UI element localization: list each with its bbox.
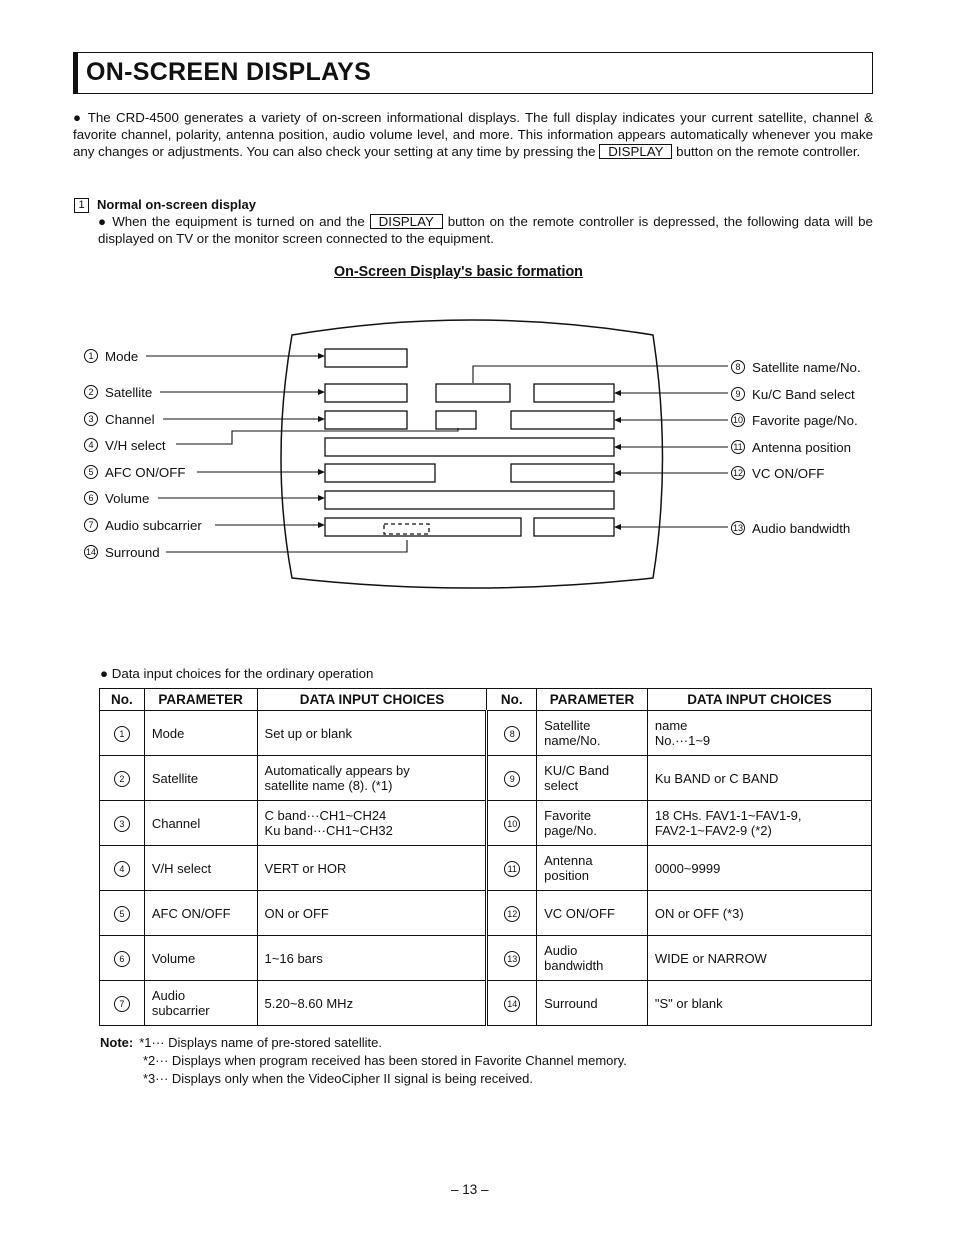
label-num: 12	[732, 468, 744, 478]
cell-choices	[647, 846, 871, 891]
cell-no-text: 1	[114, 726, 130, 742]
diagram-title: On-Screen Display's basic formation	[334, 264, 583, 280]
cell-no	[487, 756, 537, 801]
cell-no	[487, 981, 537, 1026]
label-audio-subcarrier: Audio subcarrier	[105, 518, 202, 533]
cell-no-text: 12	[504, 906, 520, 922]
note-label: Note:	[100, 1035, 134, 1050]
label-favorite: Favorite page/No.	[752, 413, 858, 428]
cell-parameter	[144, 846, 257, 891]
table-row	[100, 756, 872, 801]
label-band-select: Ku/C Band select	[752, 387, 855, 402]
cell-parameter	[537, 981, 648, 1026]
cell-choices-text: VERT or HOR	[264, 860, 347, 876]
cell-parameter	[144, 756, 257, 801]
bullet: ●	[73, 110, 83, 125]
cell-no-text: 5	[114, 906, 130, 922]
table-row	[100, 981, 872, 1026]
table-row	[100, 891, 872, 936]
data-table	[99, 688, 872, 1026]
label-num: 5	[88, 467, 94, 477]
cell-choices-text: Ku BAND or C BAND	[654, 770, 779, 786]
cell-no	[487, 801, 537, 846]
cell-parameter-text: Satellite name/No.	[544, 718, 601, 748]
table-row	[100, 936, 872, 981]
cell-parameter	[144, 891, 257, 936]
notes	[100, 1034, 627, 1088]
cell-parameter	[537, 756, 648, 801]
header-no: No.	[100, 689, 145, 711]
cell-choices-text: 18 CHs. FAV1-1~FAV1-9, FAV2-1~FAV2-9 (*2)	[654, 808, 802, 838]
section-text: When the equipment is turned on and the	[112, 214, 365, 229]
cell-choices-text: ON or OFF	[264, 905, 329, 921]
cell-parameter	[144, 936, 257, 981]
cell-no	[100, 936, 145, 981]
display-key-label: DISPLAY	[599, 144, 672, 159]
cell-parameter-text: Favorite page/No.	[544, 808, 597, 838]
table-caption: ● Data input choices for the ordinary operation	[100, 666, 374, 681]
cell-choices-text: C band···CH1~CH24 Ku band···CH1~CH32	[264, 808, 393, 838]
cell-parameter-text: Satellite	[151, 770, 199, 786]
label-mode: Mode	[105, 349, 139, 364]
cell-no	[100, 891, 145, 936]
label-num: 8	[735, 362, 741, 372]
cell-choices	[257, 891, 487, 936]
cell-no	[100, 846, 145, 891]
header-parameter: PARAMETER	[144, 689, 257, 711]
cell-parameter	[537, 891, 648, 936]
cell-choices	[647, 936, 871, 981]
cell-parameter-text: Volume	[151, 950, 196, 966]
section-text-after: button on the remote controller is depressed, the following data will be displayed on TV or the monitor screen connected to the equipment.	[98, 214, 873, 246]
cell-choices	[257, 711, 487, 756]
cell-no	[487, 936, 537, 981]
cell-no	[487, 711, 537, 756]
cell-no-text: 14	[504, 996, 520, 1012]
cell-parameter-text: KU/C Band select	[544, 763, 610, 793]
leader-lines	[146, 356, 728, 552]
cell-no-text: 8	[504, 726, 520, 742]
label-num: 4	[88, 440, 94, 450]
label-audio-bandwidth: Audio bandwidth	[752, 521, 851, 536]
cell-choices-text: 1~16 bars	[264, 950, 323, 966]
cell-choices	[257, 981, 487, 1026]
arrowheads	[318, 353, 621, 530]
table-row	[100, 801, 872, 846]
cell-choices-text: ON or OFF (*3)	[654, 905, 744, 921]
cell-no-text: 9	[504, 771, 520, 787]
cell-choices	[257, 936, 487, 981]
cell-no-text: 11	[504, 861, 520, 877]
cell-parameter	[537, 711, 648, 756]
table-row	[100, 711, 872, 756]
cell-parameter-text: Audio subcarrier	[151, 988, 210, 1018]
cell-parameter	[144, 801, 257, 846]
cell-parameter-text: VC ON/OFF	[544, 905, 615, 921]
cell-no-text: 3	[114, 816, 130, 832]
header-choices: DATA INPUT CHOICES	[257, 689, 487, 711]
cell-parameter	[537, 936, 648, 981]
table-row	[100, 846, 872, 891]
label-satellite-name: Satellite name/No.	[752, 360, 861, 375]
label-num: 13	[732, 523, 744, 533]
label-antenna: Antenna position	[752, 440, 852, 455]
right-labels	[732, 360, 861, 536]
label-num: 11	[733, 442, 743, 452]
label-num: 10	[732, 415, 744, 425]
note-item: *1··· Displays name of pre-stored satellite.	[139, 1035, 382, 1050]
cell-choices	[257, 756, 487, 801]
label-num: 1	[88, 351, 94, 361]
cell-parameter-text: Antenna position	[544, 853, 593, 883]
cell-no-text: 2	[114, 771, 130, 787]
note-item: *2··· Displays when program received has been stored in Favorite Channel memory.	[143, 1053, 627, 1068]
cell-parameter-text: Surround	[544, 995, 598, 1011]
header-choices: DATA INPUT CHOICES	[647, 689, 871, 711]
cell-choices-text: Automatically appears by satellite name (8). (*1)	[264, 763, 410, 793]
cell-no-text: 7	[114, 996, 130, 1012]
cell-parameter-text: Audio bandwidth	[544, 943, 604, 973]
cell-parameter	[144, 981, 257, 1026]
section-title: Normal on-screen display	[97, 197, 256, 212]
cell-choices-text: name No.···1~9	[654, 718, 711, 748]
page-title: ON-SCREEN DISPLAYS	[86, 58, 372, 86]
cell-parameter-text: V/H select	[151, 860, 212, 876]
label-surround: Surround	[105, 545, 160, 560]
label-afc: AFC ON/OFF	[105, 465, 186, 480]
cell-choices	[647, 891, 871, 936]
section-number: 1	[74, 198, 89, 213]
tv-screen-outline	[281, 320, 663, 588]
label-num: 3	[88, 414, 94, 424]
label-num: 14	[85, 547, 97, 557]
cell-no-text: 6	[114, 951, 130, 967]
cell-no-text: 13	[504, 951, 520, 967]
header-no: No.	[487, 689, 537, 711]
page-number: – 13 –	[451, 1182, 489, 1197]
cell-no	[100, 711, 145, 756]
cell-no	[100, 801, 145, 846]
bullet: ●	[98, 214, 108, 229]
cell-no	[100, 756, 145, 801]
label-volume: Volume	[105, 491, 150, 506]
cell-no	[487, 846, 537, 891]
cell-choices	[257, 846, 487, 891]
label-num: 9	[735, 389, 741, 399]
cell-parameter-text: Mode	[151, 725, 185, 741]
cell-choices	[647, 756, 871, 801]
cell-parameter	[537, 801, 648, 846]
cell-parameter	[537, 846, 648, 891]
cell-choices-text: "S" or blank	[654, 995, 723, 1011]
cell-choices-text: 0000~9999	[654, 860, 721, 876]
cell-choices	[647, 711, 871, 756]
label-vh-select: V/H select	[105, 438, 166, 453]
cell-no	[100, 981, 145, 1026]
label-satellite: Satellite	[105, 385, 153, 400]
left-labels	[85, 349, 203, 560]
cell-no-text: 4	[114, 861, 130, 877]
cell-choices	[647, 801, 871, 846]
cell-choices	[647, 981, 871, 1026]
label-num: 2	[88, 387, 94, 397]
header-parameter: PARAMETER	[537, 689, 648, 711]
intro-text-after: button on the remote controller.	[676, 144, 861, 159]
cell-parameter-text: Channel	[151, 815, 201, 831]
cell-choices-text: WIDE or NARROW	[654, 950, 767, 966]
note-item: *3··· Displays only when the VideoCipher II signal is being received.	[143, 1071, 533, 1086]
label-num: 7	[88, 520, 94, 530]
cell-no	[487, 891, 537, 936]
label-channel: Channel	[105, 412, 155, 427]
display-key-label: DISPLAY	[370, 214, 443, 229]
cell-choices-text: Set up or blank	[264, 725, 352, 741]
intro-text: The CRD-4500 generates a variety of on-screen informational displays. The full display indicates your current satellite, channel & favorite channel, polarity, antenna position, audio volume level, and more. This information appears automatically whenever you make any changes or adjustments. You can also check your setting at any time by pressing the	[73, 110, 873, 159]
cell-parameter-text: AFC ON/OFF	[151, 905, 231, 921]
display-fields	[325, 349, 614, 536]
cell-choices	[257, 801, 487, 846]
cell-choices-text: 5.20~8.60 MHz	[264, 995, 354, 1011]
label-num: 6	[88, 493, 94, 503]
label-vc: VC ON/OFF	[752, 466, 825, 481]
cell-parameter	[144, 711, 257, 756]
cell-no-text: 10	[504, 816, 520, 832]
